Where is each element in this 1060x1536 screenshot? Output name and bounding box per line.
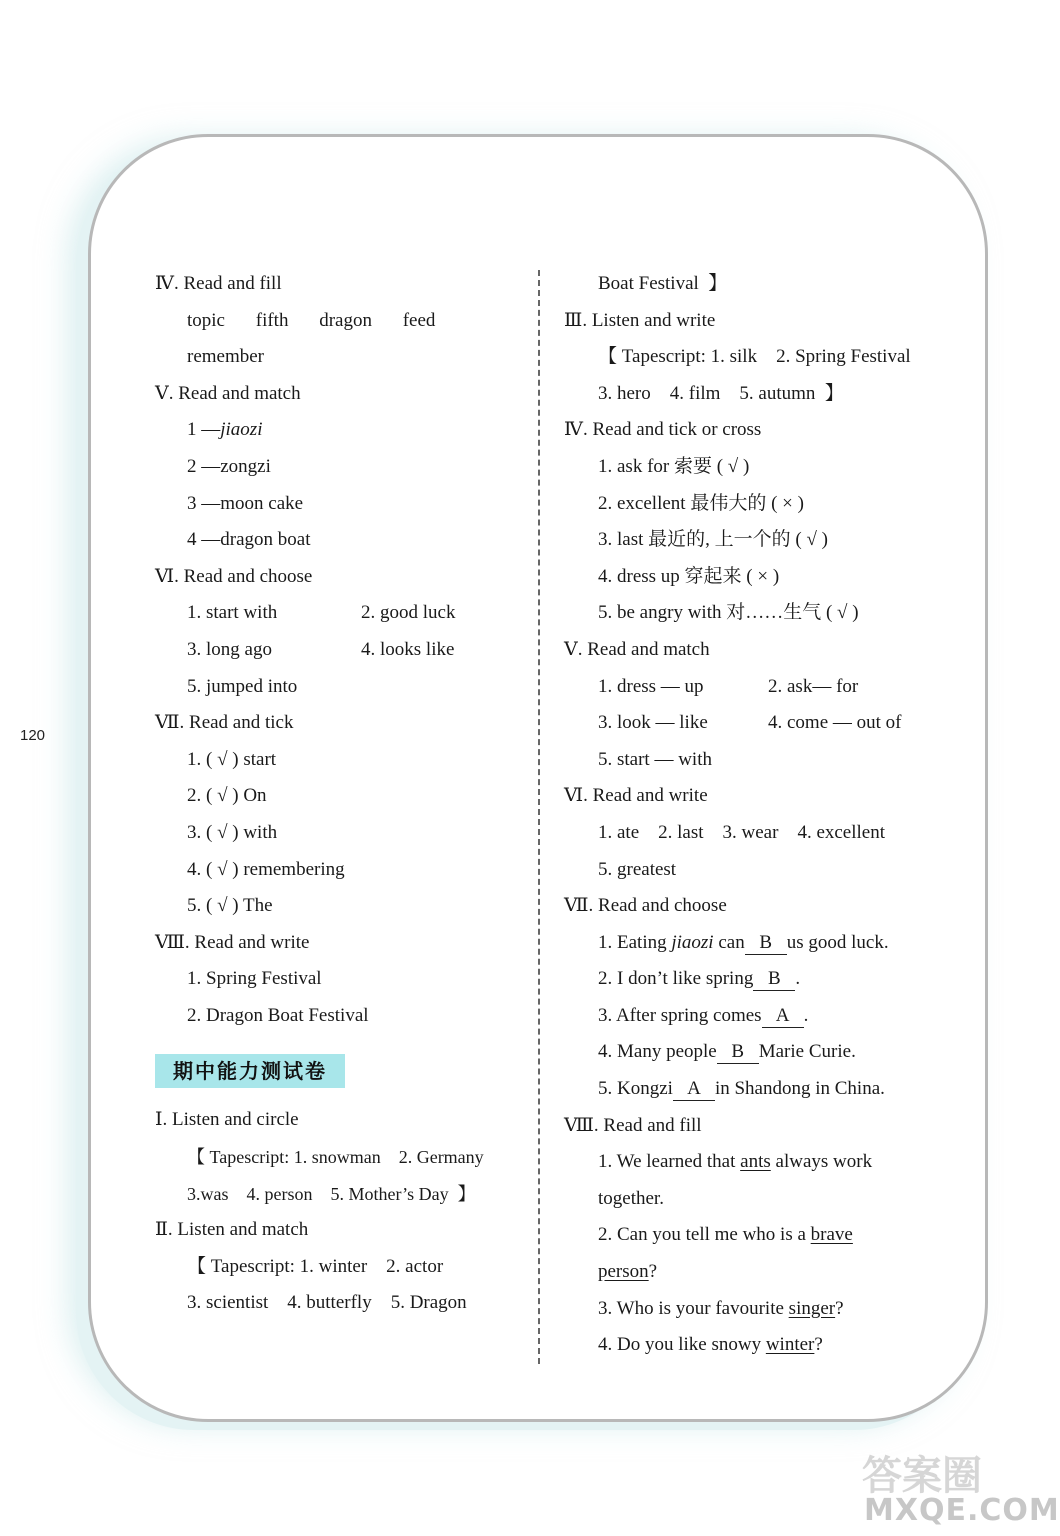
section-heading: Ⅲ. Listen and write [564, 309, 716, 331]
answer-item: 4 —dragon boat [187, 529, 311, 551]
tapescript-line: 【 Tapescript: 1. silk 2. Spring Festival [598, 346, 911, 368]
answer-row: 1. start with 2. good luck [187, 602, 456, 624]
answer-item: 3. last 最近的, 上一个的 ( √ ) [598, 529, 828, 551]
left-column [155, 266, 525, 1322]
answer-item: 2. ( √ ) On [187, 785, 267, 807]
choice-sentence: 3. After spring comes A . [598, 1004, 809, 1026]
answer-blank: A [673, 1078, 715, 1101]
tapescript-continuation: Boat Festival 】 [598, 273, 728, 294]
fill-sentence: person? [598, 1261, 658, 1283]
answer-item: 2. Dragon Boat Festival [187, 1004, 369, 1026]
answer-item: 1. ask for 索要 ( √ ) [598, 455, 750, 477]
answer-blank: B [753, 968, 795, 991]
fill-sentence: together. [598, 1187, 664, 1209]
answer-blank: A [762, 1005, 804, 1028]
answer-item: 3 —moon cake [187, 492, 304, 514]
answer-row: 1. dress — up 2. ask— for [598, 675, 859, 697]
filled-word: person [598, 1261, 649, 1283]
watermark-title: 答案圈 [862, 1453, 982, 1499]
filled-word: brave [810, 1224, 853, 1246]
watermark-logo [858, 1444, 1060, 1530]
page-number: 120 [20, 727, 46, 744]
filled-word: ants [740, 1151, 771, 1173]
answer-row: 3. look — like 4. come — out of [598, 712, 902, 734]
exam-title-banner: 期中能力测试卷 [155, 1054, 345, 1088]
answer-item: 3. ( √ ) with [187, 821, 278, 843]
answer-item: 2 —zongzi [187, 455, 271, 477]
answer-line: 1. ate 2. last 3. wear 4. excellent [598, 821, 886, 843]
section-heading: Ⅶ. Read and choose [564, 895, 727, 917]
filled-word: singer [788, 1297, 836, 1319]
tapescript-line: 【 Tapescript: 1. winter 2. actor [187, 1255, 444, 1277]
answer-item: 4. ( √ ) remembering [187, 858, 345, 880]
tapescript-line: 3.was 4. person 5. Mother’s Day 】 [187, 1183, 476, 1204]
tapescript-line: 3. scientist 4. butterfly 5. Dragon [187, 1292, 467, 1314]
answer-line: 5. greatest [598, 858, 677, 880]
section-heading: Ⅶ. Read and tick [155, 712, 294, 734]
right-column [564, 266, 934, 1364]
section-heading: Ⅳ. Read and tick or cross [564, 419, 762, 441]
answer-item: 5. be angry with 对……生气 ( √ ) [598, 602, 859, 624]
fill-sentence: 4. Do you like snowy winter? [598, 1334, 823, 1356]
section-heading: Ⅳ. Read and fill [155, 273, 282, 294]
answer-row: 5. jumped into [187, 675, 298, 697]
section-heading: Ⅴ. Read and match [155, 382, 301, 404]
answer-item: 1. ( √ ) start [187, 748, 277, 770]
answer-row: 3. long ago 4. looks like [187, 638, 455, 660]
fill-sentence: 1. We learned that ants always work [598, 1151, 873, 1173]
answer-item: 1. Spring Festival [187, 968, 322, 990]
fill-sentence: 3. Who is your favourite singer? [598, 1297, 844, 1319]
section-heading: Ⅷ. Read and write [155, 931, 310, 953]
fill-sentence: 2. Can you tell me who is a brave [598, 1224, 853, 1246]
section-heading: Ⅰ. Listen and circle [155, 1109, 299, 1131]
section-heading: Ⅴ. Read and match [564, 638, 710, 660]
word: remember [187, 346, 265, 368]
answer-item: 4. dress up 穿起来 ( × ) [598, 565, 780, 587]
filled-word: winter [765, 1334, 815, 1356]
watermark-url: MXQE.COM [864, 1493, 1060, 1528]
choice-sentence: 1. Eating jiaozi can B us good luck. [598, 931, 889, 953]
choice-sentence: 4. Many people B Marie Curie. [598, 1041, 856, 1063]
column-divider [538, 270, 540, 1364]
word-list [155, 303, 525, 340]
answer-row: 5. start — with [598, 748, 712, 770]
section-heading: Ⅷ. Read and fill [564, 1114, 702, 1136]
choice-sentence: 5. Kongzi A in Shandong in China. [598, 1078, 885, 1100]
section-heading: Ⅱ. Listen and match [155, 1219, 309, 1241]
tapescript-line: 【 Tapescript: 1. snowman 2. Germany [187, 1147, 484, 1168]
section-heading: Ⅵ. Read and write [564, 785, 708, 807]
word: fifth [255, 309, 289, 331]
answer-blank: B [717, 1041, 759, 1064]
tapescript-line: 3. hero 4. film 5. autumn 】 [598, 382, 844, 404]
section-heading: Ⅵ. Read and choose [155, 565, 313, 587]
word: topic [187, 309, 225, 331]
answer-item: 2. excellent 最伟大的 ( × ) [598, 492, 804, 514]
answer-item: 1 —jiaozi [187, 419, 263, 441]
choice-sentence: 2. I don’t like spring B . [598, 968, 801, 990]
word: feed [402, 309, 436, 331]
word: dragon [319, 309, 372, 331]
answer-item: 5. ( √ ) The [187, 895, 273, 917]
answer-blank: B [745, 932, 787, 955]
